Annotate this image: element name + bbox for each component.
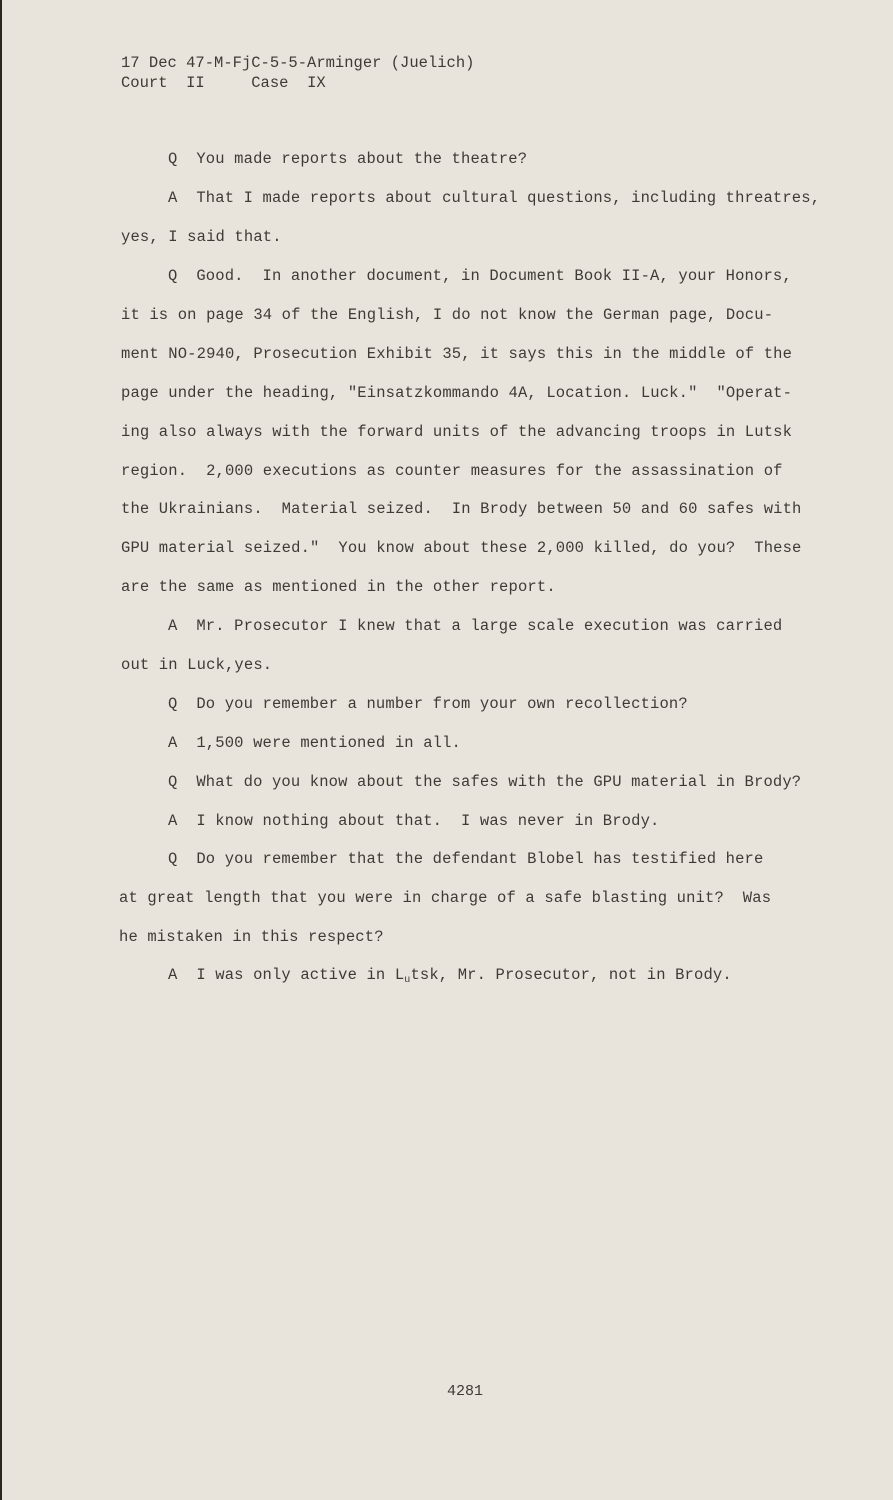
subscript-letter: u xyxy=(404,975,411,986)
transcript-line: are the same as mentioned in the other report. xyxy=(121,578,556,596)
transcript-line: A Mr. Prosecutor I knew that a large scale execution was carried xyxy=(168,617,783,635)
transcript-line: out in Luck,yes. xyxy=(121,656,273,674)
transcript-line: Q You made reports about the theatre? xyxy=(168,150,528,168)
transcript-line: he mistaken in this respect? xyxy=(119,928,384,946)
court-value: II xyxy=(186,74,205,92)
page-number: 4281 xyxy=(447,1383,484,1400)
transcript-line: Q Do you remember a number from your own recollection? xyxy=(168,695,688,713)
transcript-line: ing also always with the forward units of the advancing troops in Lutsk xyxy=(121,423,793,441)
header-reference: 17 Dec 47-M-FjC-5-5-Arminger (Juelich) xyxy=(121,54,475,72)
transcript-line: at great length that you were in charge of a safe blasting unit? Was xyxy=(119,889,772,907)
transcript-line: region. 2,000 executions as counter measures for the assassination of xyxy=(121,462,783,480)
transcript-line: GPU material seized." You know about these 2,000 killed, do you? These xyxy=(121,539,802,557)
transcript-line: it is on page 34 of the English, I do not know the German page, Docu- xyxy=(121,306,774,324)
transcript-line: A That I made reports about cultural questions, including threatres, xyxy=(168,189,821,207)
transcript-line xyxy=(168,966,732,986)
transcript-line: Q Do you remember that the defendant Blobel has testified here xyxy=(168,850,764,868)
case-value: IX xyxy=(307,74,326,92)
document-header xyxy=(121,53,474,93)
transcript-line: yes, I said that. xyxy=(121,228,282,246)
transcript-line: Q What do you know about the safes with the GPU material in Brody? xyxy=(168,773,802,791)
court-label: Court xyxy=(121,74,168,92)
line-text: A I was only active in L xyxy=(168,966,405,984)
transcript-line: A 1,500 were mentioned in all. xyxy=(168,734,461,752)
transcript-line: Q Good. In another document, in Document Book II-A, your Honors, xyxy=(168,267,792,285)
transcript-line: ment NO-2940, Prosecution Exhibit 35, it says this in the middle of the xyxy=(121,345,793,363)
case-label: Case xyxy=(251,74,289,92)
transcript-line: the Ukrainians. Material seized. In Brody between 50 and 60 safes with xyxy=(121,500,802,518)
page-edge xyxy=(0,0,2,1500)
transcript-line: page under the heading, "Einsatzkommando 4A, Location. Luck." "Operat- xyxy=(121,384,793,402)
transcript-line: A I know nothing about that. I was never in Brody. xyxy=(168,812,660,830)
line-text: tsk, Mr. Prosecutor, not in Brody. xyxy=(410,966,732,984)
